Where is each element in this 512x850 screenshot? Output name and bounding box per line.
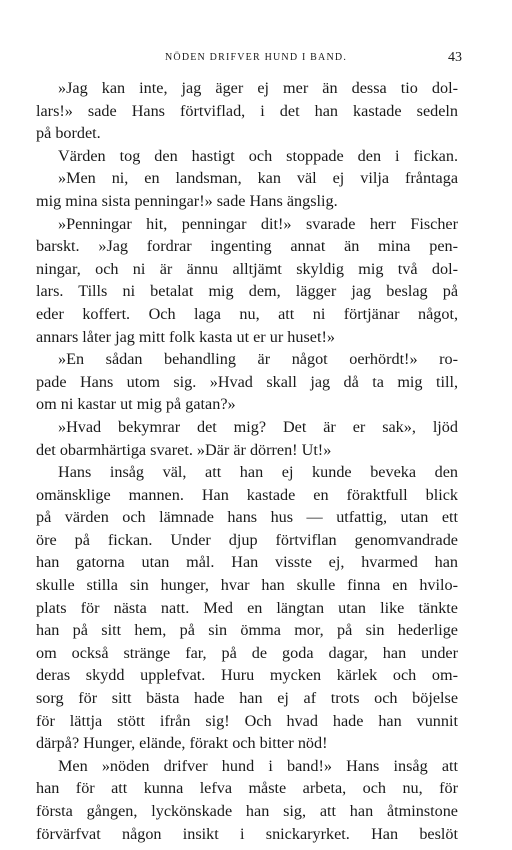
text-line: »Men ni, en landsman, kan väl ej vilja fråntaga	[58, 169, 458, 188]
text-line: »Jag kan inte, jag äger ej mer än dessa tio dol-	[58, 79, 458, 97]
text-line: »Hvad bekymrar det mig? Det är er sak», ljöd	[58, 417, 458, 436]
text-line: om också stränge far, på de goda dagar, han under	[36, 643, 458, 662]
text-line: öre på fickan. Under djup förtviflan genomvandrade	[36, 530, 458, 549]
text-line: skulle stilla sin hunger, hvar han skulle finna en hvilo-	[36, 576, 458, 595]
text-line: lars. Tills ni betalat mig dem, lägger jag beslag på	[36, 282, 458, 301]
text-line: därpå? Hunger, elände, förakt och bitter nöd!	[36, 734, 328, 753]
text-line: barskt. »Jag fordrar ingenting annat än mina pen-	[36, 237, 458, 256]
text-line: annars låter jag mitt folk kasta ut er ur huset!»	[36, 327, 335, 346]
text-line: på värden och lämnade hans hus — utfattig, utan ett	[36, 508, 458, 527]
text-line: det obarmhärtiga svaret. »Där är dörren! Ut!»	[36, 440, 332, 459]
text-line: »Penningar hit, penningar dit!» svarade herr Fischer	[58, 214, 458, 233]
text-line: eder koffert. Och laga nu, att ni förtjänar något,	[36, 304, 458, 323]
text-line: om ni kastar ut mig på gatan?»	[36, 395, 236, 414]
text-line: på bordet.	[36, 124, 101, 143]
text-line: sorg för sitt bästa hade han ej af trots och böjelse	[36, 689, 458, 708]
page-number: 43	[448, 50, 462, 65]
text-line: mig mina sista penningar!» sade Hans ängslig.	[36, 191, 338, 210]
text-line: första gången, lyckönskade han sig, att han åtminstone	[36, 802, 458, 820]
text-line: lars!» sade Hans förtviflad, i det han kastade sedeln	[36, 101, 458, 120]
text-line: han för att kunna lefva måste arbeta, och nu, för	[36, 779, 458, 798]
running-head	[0, 52, 512, 68]
text-line: förvärfvat någon insikt i snickaryrket. Han beslöt	[36, 824, 458, 843]
text-line: han på sitt hem, på sin ömma mor, på sin hederlige	[36, 621, 458, 640]
text-line: »En sådan behandling är något oerhördt!» ro-	[58, 350, 458, 369]
text-line: Hans insåg väl, att han ej kunde beveka den	[58, 463, 458, 482]
text-line: omänsklige mannen. Han kastade en föraktfull blick	[36, 485, 458, 504]
text-line: deras skydd upplefvat. Huru mycken kärlek och om-	[36, 666, 458, 685]
text-line: han gatorna utan mål. Han visste ej, hvarmed han	[36, 553, 458, 572]
text-line: Men »nöden drifver hund i band!» Hans insåg att	[58, 756, 458, 775]
body-text	[36, 77, 458, 845]
text-line: ningar, och ni är ännu alltjämt skyldig mig två dol-	[36, 259, 458, 278]
text-line: Värden tog den hastigt och stoppade den i fickan.	[58, 146, 458, 165]
text-line: plats för nästa natt. Med en längtan utan like tänkte	[36, 598, 458, 617]
running-title: NÖDEN DRIFVER HUND I BAND.	[164, 52, 348, 63]
text-line: för lättja stött ifrån sig! Och hvad hade han vunnit	[36, 711, 458, 730]
text-line: pade Hans utom sig. »Hvad skall jag då ta mig till,	[36, 372, 458, 391]
